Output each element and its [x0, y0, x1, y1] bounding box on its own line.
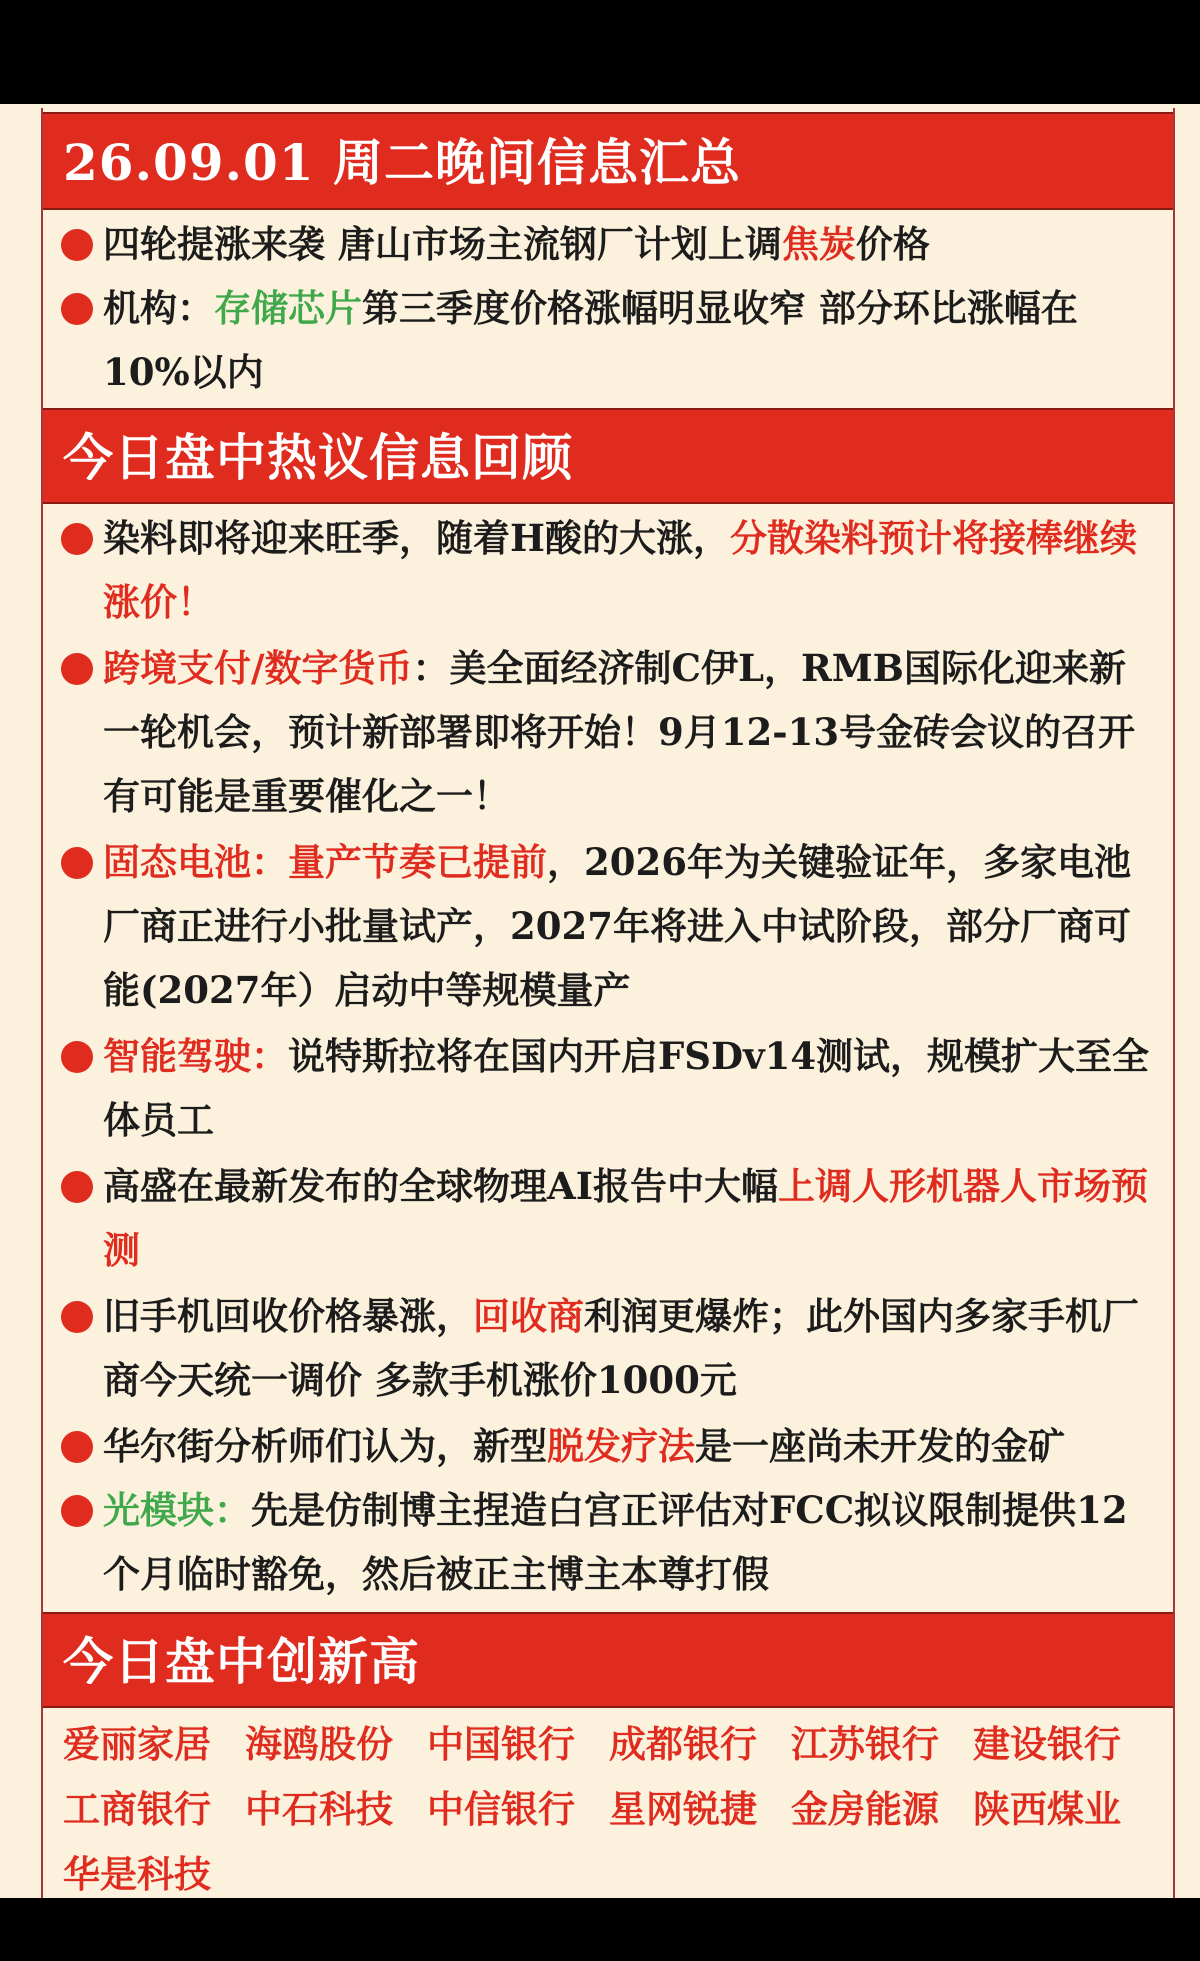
item-text: 机构：: [103, 286, 214, 330]
info-poster: [0, 104, 1200, 1898]
item-text: ：美全面经济制C伊L，RMB国际化迎来新一轮机会，预计新部署即将开始！9月12-13号金砖会议的召开有可能是重要催化之一！: [103, 646, 1136, 818]
review-item: [61, 1478, 1161, 1606]
bullet-icon: [61, 1301, 93, 1333]
item-text: 染料即将迎来旺季，随着H酸的大涨，: [103, 516, 730, 560]
review-item: [61, 1284, 1161, 1412]
review-item: [61, 1024, 1161, 1152]
section-title-summary: 26.09.01 周二晚间信息汇总: [43, 112, 1173, 210]
bullet-icon: [61, 523, 93, 555]
item-text: 旧手机回收价格暴涨，: [103, 1294, 473, 1338]
stock-name: 中石科技: [245, 1787, 393, 1831]
item-highlight: 回收商: [473, 1294, 584, 1338]
item-highlight: 光模块：: [103, 1488, 251, 1532]
stock-name: 海鸥股份: [245, 1722, 393, 1766]
item-text: 四轮提涨来袭 唐山市场主流钢厂计划上调: [103, 222, 782, 266]
review-item: [61, 636, 1161, 828]
bullet-icon: [61, 1171, 93, 1203]
summary-item: [61, 276, 1161, 404]
item-text: 是一座尚未开发的金矿: [695, 1424, 1065, 1468]
section-title-new-high: 今日盘中创新高: [43, 1612, 1173, 1708]
section-title-review: 今日盘中热议信息回顾: [43, 408, 1173, 504]
stock-name: 建设银行: [973, 1722, 1121, 1766]
stock-name: 金房能源: [791, 1787, 939, 1831]
stock-name: 江苏银行: [791, 1722, 939, 1766]
bullet-icon: [61, 229, 93, 261]
item-text: 第三季度价格涨幅明显收窄 部分环比涨幅在10%以内: [103, 286, 1078, 394]
item-text: 价格: [855, 222, 930, 266]
item-highlight: 分散染料预计将接棒继续涨价！: [103, 516, 1137, 624]
bullet-icon: [61, 847, 93, 879]
top-black-bar: [0, 0, 1200, 104]
bullet-icon: [61, 1041, 93, 1073]
item-text: 说特斯拉将在国内开启FSDv14测试，规模扩大至全体员工: [103, 1034, 1150, 1142]
poster-card: [41, 108, 1175, 1898]
stock-name: 华是科技: [63, 1852, 211, 1896]
review-item: [61, 1154, 1161, 1282]
item-text: 华尔街分析师们认为，新型: [103, 1424, 547, 1468]
review-item: [61, 506, 1161, 634]
review-item: [61, 830, 1161, 1022]
item-text: 先是仿制博主捏造白宫正评估对FCC拟议限制提供12个月临时豁免，然后被正主博主本尊打假: [103, 1488, 1128, 1596]
stock-name: 星网锐捷: [609, 1787, 757, 1831]
item-highlight: 存储芯片: [214, 286, 362, 330]
summary-item: [61, 212, 1161, 276]
item-text: ，2026年为关键验证年，多家电池厂商正进行小批量试产，2027年将进入中试阶段，部分厂商可能(2027年）启动中等规模量产: [103, 840, 1131, 1012]
stock-name: 爱丽家居: [63, 1722, 211, 1766]
stock-name: 中信银行: [427, 1787, 575, 1831]
item-highlight: 焦炭: [781, 222, 856, 266]
stock-name: 成都银行: [609, 1722, 757, 1766]
bullet-icon: [61, 653, 93, 685]
item-highlight: 脱发疗法: [547, 1424, 695, 1468]
item-highlight: 智能驾驶：: [103, 1034, 288, 1078]
new-high-stock-list: [63, 1712, 1163, 1907]
stock-name: 工商银行: [63, 1787, 211, 1831]
bullet-icon: [61, 1495, 93, 1527]
bullet-icon: [61, 1431, 93, 1463]
bullet-icon: [61, 293, 93, 325]
item-text: 高盛在最新发布的全球物理AI报告中大幅: [103, 1164, 779, 1208]
item-highlight: 跨境支付/数字货币: [103, 646, 413, 690]
review-item: [61, 1414, 1161, 1478]
stock-name: 陕西煤业: [973, 1787, 1121, 1831]
item-highlight: 固态电池：量产节奏已提前: [103, 840, 547, 884]
stock-name: 中国银行: [427, 1722, 575, 1766]
item-highlight: 上调人形机器人市场预测: [103, 1164, 1149, 1272]
item-text: 利润更爆炸；此外国内多家手机厂商今天统一调价 多款手机涨价1000元: [103, 1294, 1139, 1402]
bottom-black-bar: [0, 1898, 1200, 1961]
